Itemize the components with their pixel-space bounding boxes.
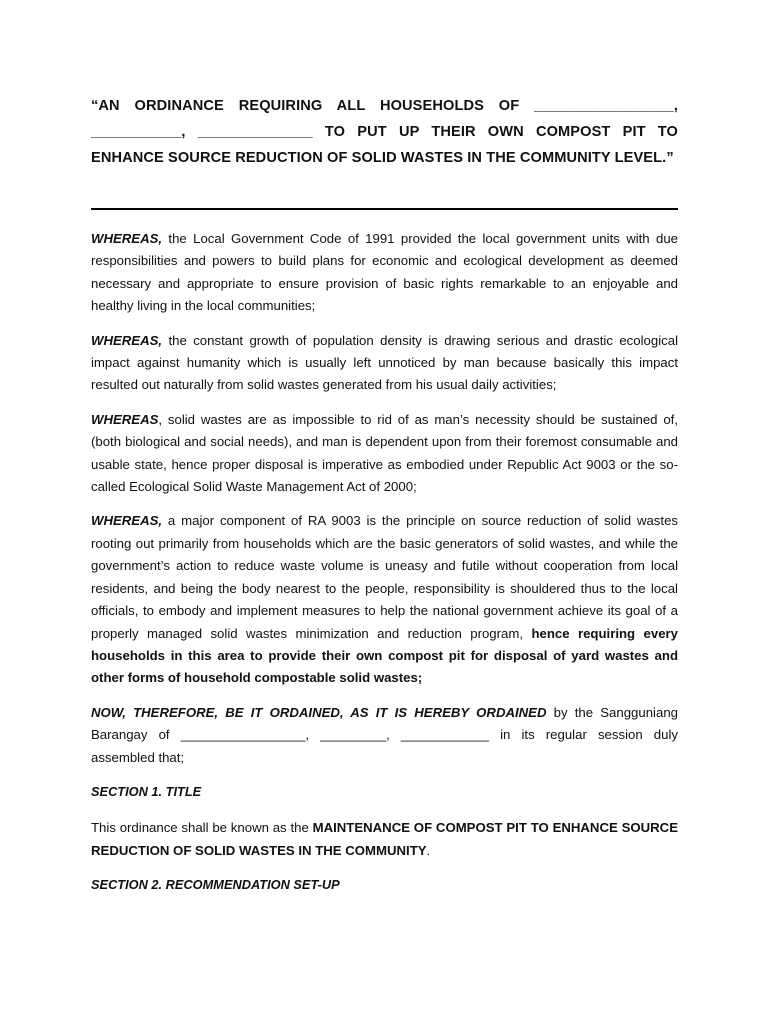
document-body xyxy=(91,228,678,911)
section-1-text-suffix: . xyxy=(426,842,431,858)
ordained-text: by the Sangguniang Barangay of _________________, _________, ____________ in its regular session duly assembled that; xyxy=(91,704,678,765)
whereas-text: a major component of RA 9003 is the principle on source reduction of solid wastes rooting out primarily from households which are the basic generators of solid wastes, and while the government’s action to reduce waste volume is uneasy and futile without cooperation from local residents, and being the body nearest to the people, responsibility is shouldered thus to the local officials, to embody and implement measures to help the national government achieve its goal of a properly managed solid wastes minimization and reduction program, xyxy=(91,513,678,641)
whereas-keyword: WHEREAS, xyxy=(91,231,163,246)
whereas-paragraph-2 xyxy=(91,330,678,397)
whereas-text: the Local Government Code of 1991 provided the local government units with due responsibilities and powers to build plans for economic and ecological development as deemed necessary and appropriate to ensure provision of basic rights remarkable to an enjoyable and healthy living in the local communities; xyxy=(91,231,678,314)
title-line-2: ___________, ______________ TO PUT UP THEIR OWN COMPOST PIT TO xyxy=(91,124,678,140)
whereas-paragraph-1 xyxy=(91,228,678,318)
whereas-keyword: WHEREAS, xyxy=(91,513,163,529)
whereas-text: the constant growth of population density is drawing serious and drastic ecological impact against humanity which is usually left unnoticed by man because basically this impact resulted out naturally from solid wastes generated from his usual daily activities; xyxy=(91,332,678,393)
title-line-1: “AN ORDINANCE REQUIRING ALL HOUSEHOLDS OF _________________, xyxy=(91,98,678,114)
whereas-keyword: WHEREAS, xyxy=(91,332,163,348)
ordained-paragraph xyxy=(91,702,678,769)
whereas-keyword: WHEREAS xyxy=(91,411,159,427)
section-1-heading: SECTION 1. TITLE xyxy=(91,783,202,799)
whereas-bold-clause: hence requiring every households in this area to provide their own compost pit for disposal of yard wastes and other forms of household compostable solid wastes; xyxy=(91,625,678,686)
section-1-ordinance-name: MAINTENANCE OF COMPOST PIT TO ENHANCE SOURCE REDUCTION OF SOLID WASTES IN THE COMMUNITY xyxy=(91,820,678,858)
section-2-heading: SECTION 2. RECOMMENDATION SET-UP xyxy=(91,877,340,893)
ordinance-title xyxy=(91,93,678,171)
section-1-text-prefix: This ordinance shall be known as the xyxy=(91,820,313,836)
whereas-paragraph-3 xyxy=(91,409,678,499)
whereas-text: , solid wastes are as impossible to rid of as man’s necessity should be sustained of, (both biological and social needs), and man is dependent upon from their foremost consumable and usable state, hence proper disposal is imperative as embodied under Republic Act 9003 or the so-called Ecological Solid Waste Management Act of 2000; xyxy=(91,411,678,495)
ordained-keyword: NOW, THEREFORE, BE IT ORDAINED, AS IT IS HEREBY ORDAINED xyxy=(91,704,547,720)
title-divider xyxy=(91,208,678,210)
section-1-paragraph xyxy=(91,817,678,862)
title-line-3: ENHANCE SOURCE REDUCTION OF SOLID WASTES IN THE COMMUNITY LEVEL.” xyxy=(91,150,674,166)
whereas-paragraph-4 xyxy=(91,510,678,689)
